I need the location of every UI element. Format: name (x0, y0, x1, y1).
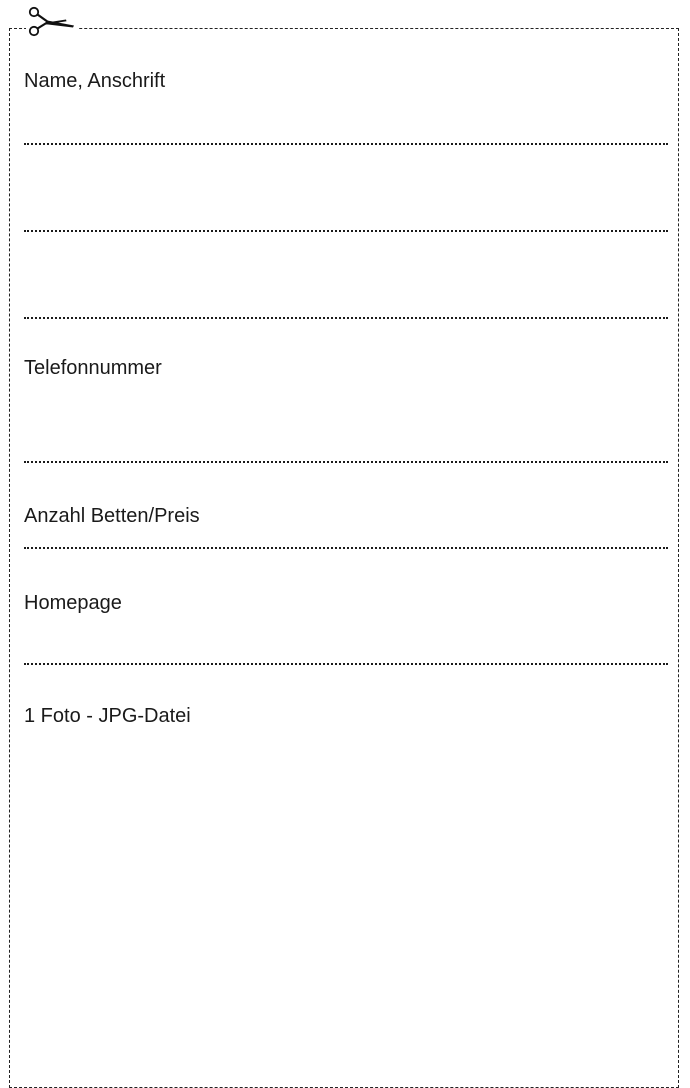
name-address-label: Name, Anschrift (24, 70, 166, 92)
phone-label: Telefonnummer (24, 357, 162, 379)
cut-out-form (9, 28, 679, 1088)
scissors-icon (26, 4, 78, 38)
phone-line[interactable] (24, 461, 668, 463)
homepage-line[interactable] (24, 663, 668, 665)
photo-label: 1 Foto - JPG-Datei (24, 705, 191, 727)
beds-price-line[interactable] (24, 547, 668, 549)
name-address-line-1[interactable] (24, 143, 668, 145)
homepage-label: Homepage (24, 592, 122, 614)
beds-price-label: Anzahl Betten/Preis (24, 505, 200, 527)
name-address-line-3[interactable] (24, 317, 668, 319)
name-address-line-2[interactable] (24, 230, 668, 232)
